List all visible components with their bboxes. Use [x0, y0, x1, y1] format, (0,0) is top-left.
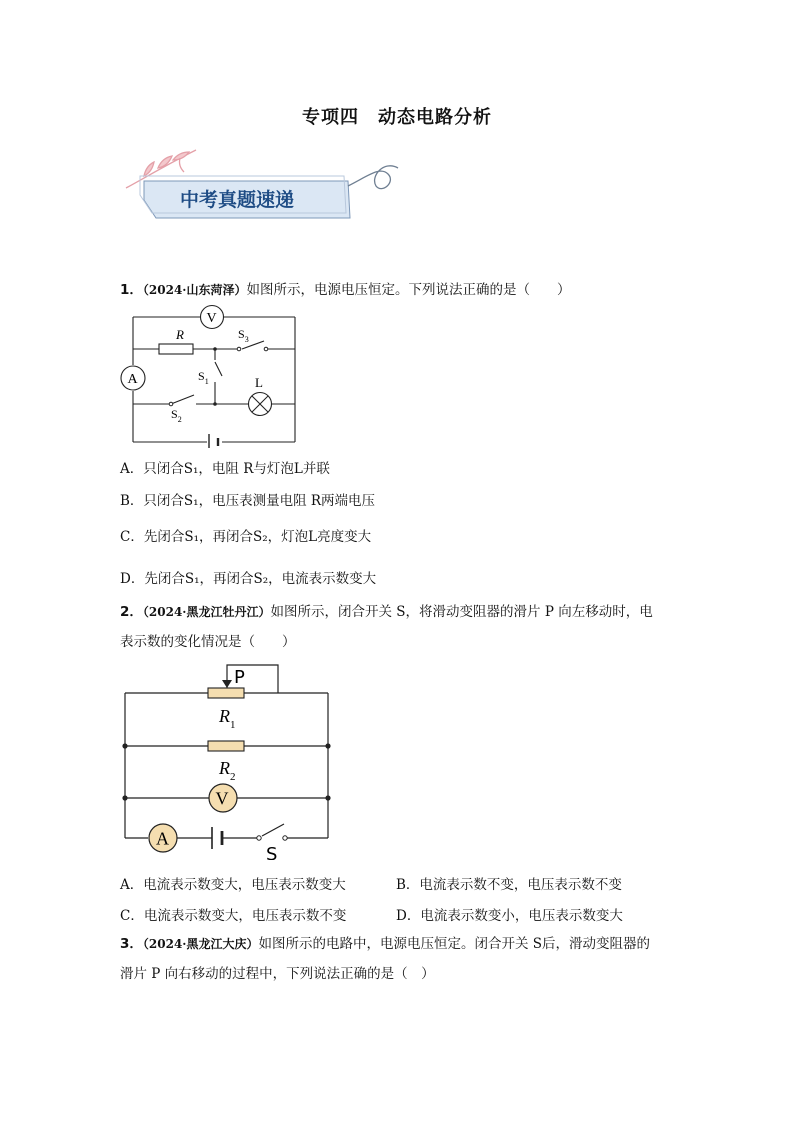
label-l: L — [255, 375, 263, 390]
question-number: 1． — [120, 282, 143, 298]
question-text-line1: 如图所示的电路中，电源电压恒定。闭合开关 S后，滑动变阻器的 — [258, 936, 651, 952]
svg-text:V: V — [206, 311, 217, 326]
label-s2: $S_2$ — [171, 407, 182, 424]
resistor-r2 — [208, 741, 244, 751]
q1-option-b: B．只闭合S₁，电压表测量电阻 R两端电压 — [120, 493, 376, 509]
lamp-icon — [249, 393, 272, 416]
question-number: 2． — [120, 604, 143, 620]
question-text-line1: 如图所示，闭合开关 S，将滑动变阻器的滑片 P 向左移动时，电 — [270, 604, 653, 620]
q2-option-c: C．电流表示数变大，电压表示数不变 — [120, 908, 347, 924]
label-r1: $R_1$ — [219, 706, 236, 731]
section-banner — [118, 146, 410, 234]
question-source: （2024·黑龙江牡丹江） — [142, 605, 271, 619]
circuit-diagram-1 — [114, 300, 304, 448]
question-2-stem — [120, 602, 653, 622]
question-text: 如图所示，电源电压恒定。下列说法正确的是（ ） — [246, 282, 571, 298]
resistor-r — [159, 344, 193, 354]
voltmeter-icon — [201, 306, 224, 329]
label-p: P — [234, 667, 245, 688]
q2-option-b: B．电流表示数不变，电压表示数不变 — [396, 877, 622, 893]
page-title: 专项四 动态电路分析 — [302, 107, 492, 128]
q1-option-c: C．先闭合S₁，再闭合S₂，灯泡L亮度变大 — [120, 529, 372, 545]
label-r2: $R_2$ — [219, 758, 236, 783]
svg-text:A: A — [156, 828, 169, 849]
svg-text:V: V — [215, 788, 229, 809]
q1-option-a: A．只闭合S₁，电阻 R与灯泡L并联 — [120, 461, 330, 477]
question-3-stem-line2: 滑片 P 向右移动的过程中，下列说法正确的是（ ） — [120, 966, 435, 982]
q2-option-a: A．电流表示数变大，电压表示数变大 — [120, 877, 346, 893]
question-1-stem — [120, 280, 570, 300]
question-source: （2024·山东菏泽） — [142, 283, 247, 297]
svg-text:A: A — [127, 372, 138, 387]
resistor-r1 — [208, 688, 244, 698]
label-s3: $S_3$ — [238, 327, 249, 344]
ammeter-icon — [149, 824, 177, 852]
circuit-diagram-2 — [116, 660, 336, 860]
label-r: R — [176, 327, 184, 342]
q2-option-d: D．电流表示数变小，电压表示数变大 — [396, 908, 623, 924]
banner-text: 中考真题速递 — [180, 189, 295, 211]
question-number: 3． — [120, 936, 143, 952]
question-2-stem-line2: 表示数的变化情况是（ ） — [120, 634, 296, 650]
question-3-stem — [120, 934, 650, 954]
curl-decoration-icon — [348, 166, 398, 189]
label-s: S — [266, 844, 278, 860]
question-source: （2024·黑龙江大庆） — [142, 937, 259, 951]
label-s1: $S_1$ — [198, 369, 209, 386]
slider-arrow-icon — [222, 680, 232, 688]
ammeter-icon — [121, 366, 145, 390]
voltmeter-icon — [209, 784, 237, 812]
q1-option-d: D．先闭合S₁，再闭合S₂，电流表示数变大 — [120, 571, 377, 587]
